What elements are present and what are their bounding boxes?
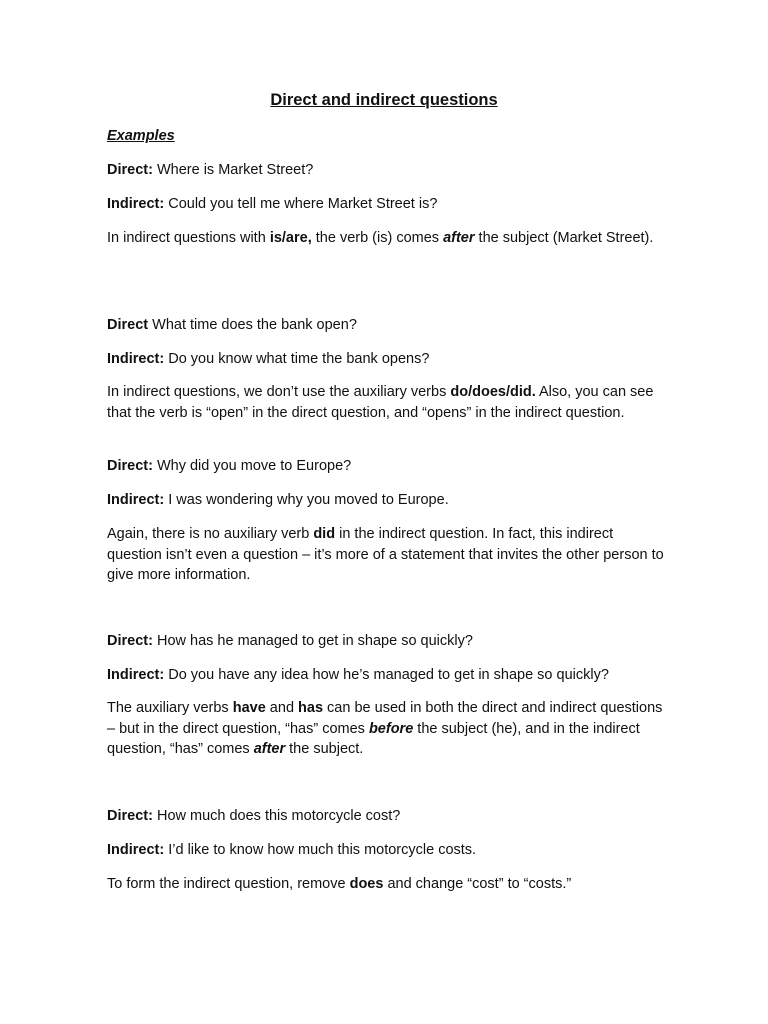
direct-text: Why did you move to Europe? (152, 458, 352, 474)
indirect-text: Do you have any idea how he’s managed to get in shape so quickly? (164, 667, 609, 683)
direct-text: How has he managed to get in shape so quickly? (152, 633, 473, 649)
note-bold: have (232, 700, 266, 716)
examples-heading: Examples (107, 128, 175, 144)
note-text: the subject (Market Street). (474, 230, 654, 246)
note-bold: is/are, (269, 230, 312, 246)
direct-text: What time does the bank open? (148, 317, 357, 333)
note-text: and (265, 700, 299, 716)
indirect-text: I was wondering why you moved to Europe. (164, 492, 449, 508)
direct-question-5 (107, 806, 667, 827)
indirect-text: Do you know what time the bank opens? (164, 351, 430, 367)
direct-label: Direct (107, 317, 149, 333)
note-bold: do/does/did. (450, 384, 536, 400)
direct-label: Direct: (107, 162, 153, 178)
explanation-3 (107, 524, 667, 586)
explanation-1 (107, 228, 667, 249)
note-text: the verb (is) comes (311, 230, 444, 246)
indirect-label: Indirect: (107, 667, 165, 683)
explanation-2 (107, 382, 667, 423)
explanation-4 (107, 698, 667, 760)
indirect-label: Indirect: (107, 492, 165, 508)
direct-question-3 (107, 456, 667, 477)
note-text: In indirect questions with (107, 230, 270, 246)
indirect-question-2 (107, 349, 667, 370)
note-text: In indirect questions, we don’t use the auxiliary verbs (107, 384, 451, 400)
explanation-5 (107, 874, 667, 895)
note-text: The auxiliary verbs (107, 700, 233, 716)
note-text: the subject. (285, 741, 364, 757)
direct-question-1 (107, 160, 667, 181)
note-bold-italic: before (368, 720, 414, 737)
indirect-question-4 (107, 665, 667, 686)
note-text: and change “cost” to “costs.” (383, 876, 572, 892)
direct-label: Direct: (107, 633, 153, 649)
indirect-question-5 (107, 840, 667, 861)
note-text: the subject (he), and in the indirect question, “has” comes (107, 720, 640, 757)
direct-label: Direct: (107, 808, 153, 824)
indirect-question-1 (107, 194, 667, 215)
note-text: can be used in both the direct and indirect questions – but in the direct question, “has” comes (107, 700, 663, 737)
note-bold-italic: after (443, 230, 475, 246)
note-bold: has (298, 700, 324, 716)
direct-text: How much does this motorcycle cost? (152, 808, 401, 824)
indirect-label: Indirect: (107, 196, 165, 212)
note-text: Again, there is no auxiliary verb (107, 526, 314, 542)
indirect-question-3 (107, 490, 667, 511)
indirect-text: I’d like to know how much this motorcycle costs. (164, 842, 477, 858)
direct-label: Direct: (107, 458, 153, 474)
indirect-text: Could you tell me where Market Street is? (164, 196, 438, 212)
note-text: To form the indirect question, remove (107, 876, 350, 892)
direct-question-2 (107, 315, 667, 336)
indirect-label: Indirect: (107, 351, 165, 367)
note-bold: does (349, 876, 384, 892)
note-text: Also, you can see that the verb is “open” in the direct question, and “opens” in the indirect question. (107, 384, 654, 421)
page-title: Direct and indirect questions (270, 91, 498, 109)
note-bold: did (313, 526, 336, 542)
direct-question-4 (107, 631, 667, 652)
direct-text: Where is Market Street? (152, 162, 314, 178)
note-bold-italic: after (253, 741, 286, 757)
note-text: in the indirect question. In fact, this indirect question isn’t even a question – it’s more of a statement that invites the other person to give more information. (107, 526, 664, 583)
indirect-label: Indirect: (107, 842, 165, 858)
